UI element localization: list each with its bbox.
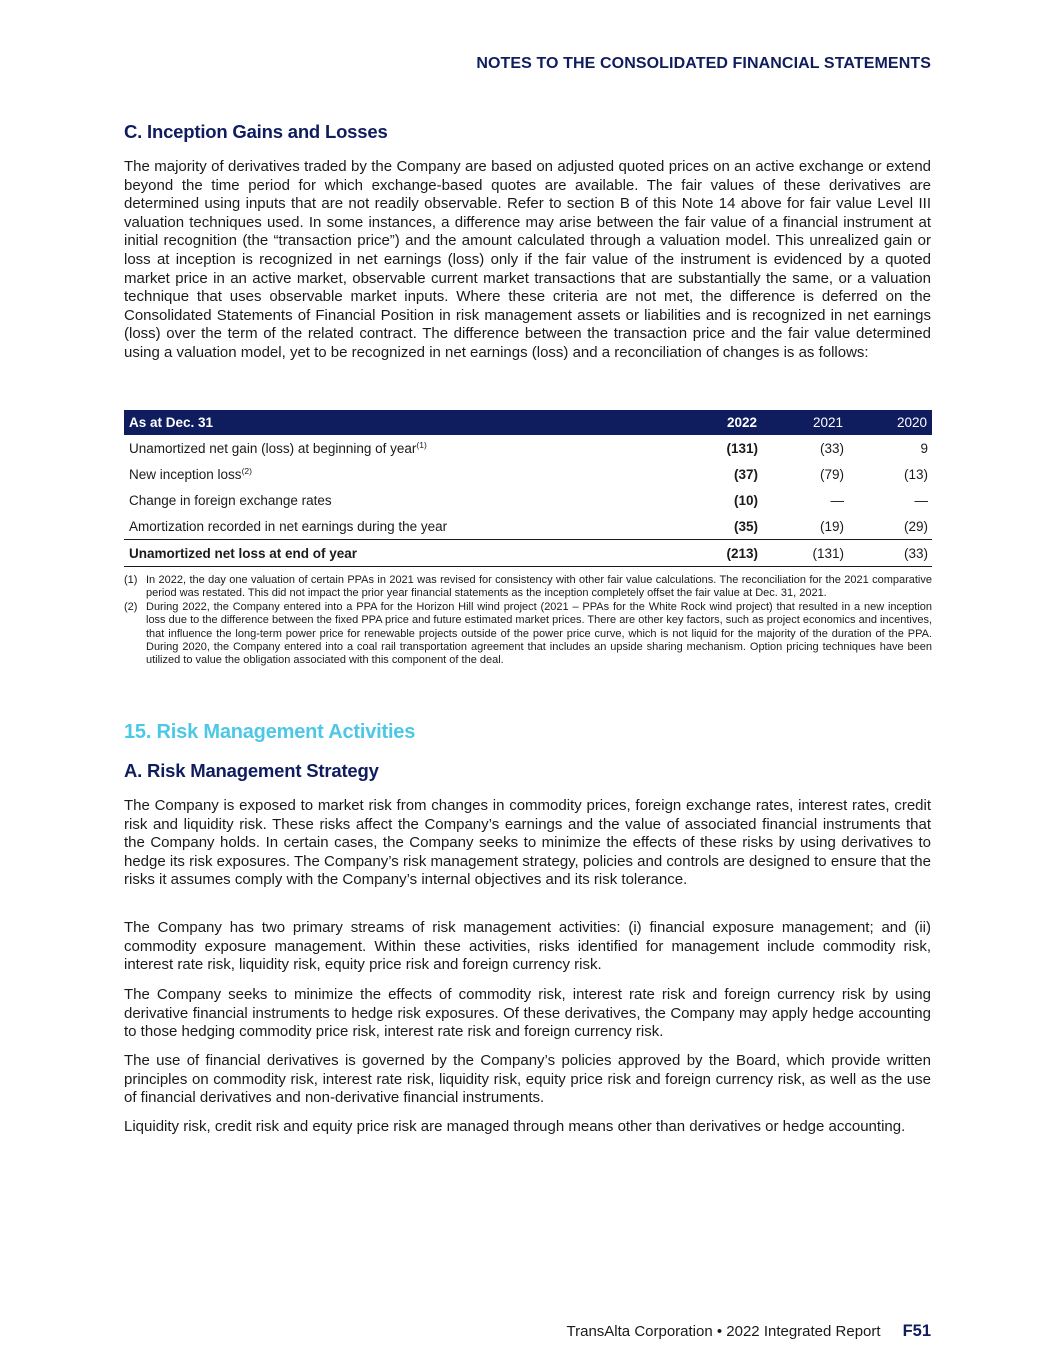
row-value-2021: (33): [819, 440, 844, 456]
table-row: [124, 487, 932, 513]
paragraph: Liquidity risk, credit risk and equity price risk are managed through means other than derivatives or hedge accounting.: [124, 1118, 906, 1135]
total-value-2020: (33): [848, 540, 932, 567]
table-header-2021: 2021: [762, 410, 848, 435]
table-row: [124, 513, 932, 540]
footnote-ref: (1): [416, 439, 427, 450]
footnote-text: In 2022, the day one valuation of certain PPAs in 2021 was revised for consistency with other fair value calculations. The reconciliation for the 2021 comparative period was restated. This did not impact the prior year financial statements as the inception completely offset the fair value at Dec. 31, 2021.: [146, 574, 932, 600]
total-value-2021: (131): [762, 540, 848, 567]
row-label: Change in foreign exchange rates: [129, 492, 332, 508]
row-label: Amortization recorded in net earnings during the year: [129, 518, 448, 534]
row-value-2022: (10): [733, 492, 758, 508]
paragraph: The Company seeks to minimize the effects of commodity risk, interest rate risk and foreign currency risk by using derivative financial instruments to hedge risk exposures. Of these derivatives, the Company may apply hedge accounting to those hedging commodity price risk, interest rate risk and foreign currency risk.: [124, 986, 931, 1041]
footnote-text: During 2022, the Company entered into a PPA for the Horizon Hill wind project (2021 – PPAs for the White Rock wind project) that resulted in a new inception loss due to the difference between the fixed PPA price and future estimated market prices. There are other key factors, such as project economics and incentives, that influence the long-term power price for renewable projects outside of the power price curve, which is not liquid for the majority of the duration of the PPA. During 2020, the Company entered into a coal rail transportation agreement that includes an upside sharing mechanism. Option pricing techniques have been utilized to value the obligation associated with this component of the deal.: [146, 600, 932, 667]
row-value-2022: (37): [733, 466, 758, 482]
table-footnotes: [124, 574, 932, 668]
paragraph: The use of financial derivatives is governed by the Company’s policies approved by the Board, which provide written principles on commodity risk, interest rate risk, liquidity risk, equity price risk and foreign currency risk, as well as the use of financial derivatives and non-derivative financial instruments.: [124, 1052, 931, 1107]
table-row: [124, 435, 932, 461]
row-value-2022: (35): [733, 518, 758, 534]
footer-report-name: TransAlta Corporation • 2022 Integrated Report: [566, 1323, 881, 1340]
row-label: New inception loss$^{(2)}$: [129, 465, 252, 482]
section-15a-heading: A. Risk Management Strategy: [124, 760, 379, 781]
table-total-row: [124, 540, 932, 567]
section-c-paragraph: The majority of derivatives traded by the Company are based on adjusted quoted prices on an active exchange or extend beyond the time period for which exchange-based quotes are available. The fair values of these derivatives are determined using inputs that are not readily observable. Refer to section B of this Note 14 above for fair value Level III valuation techniques used. In some instances, a difference may arise between the fair value of a financial instrument at initial recognition (the “transaction price”) and the amount calculated through a valuation model. This unrealized gain or loss at inception is recognized in net earnings (loss) only if the fair value of the instrument is evidenced by a quoted market price in an active market, observable current market transactions that are substantially the same, or a valuation technique that uses observable market inputs. Where these criteria are not met, the difference is deferred on the Consolidated Statements of Financial Position in risk management assets or liabilities and is recognized in net earnings (loss) over the term of the related contract. The difference between the transaction price and the fair value determined using a valuation model, yet to be recognized in net earnings (loss) and a reconciliation of changes is as follows:: [124, 158, 931, 361]
table-header-row: [124, 410, 932, 435]
table-header-2022: 2022: [714, 410, 762, 435]
table-row: [124, 461, 932, 487]
inception-gains-table: [124, 410, 932, 567]
section-15-heading: 15. Risk Management Activities: [124, 721, 416, 743]
paragraph: The Company has two primary streams of risk management activities: (i) financial exposure management; and (ii) commodity exposure management. Within these activities, risks identified for management include commodity risk, interest rate risk, liquidity risk, equity price risk and foreign currency risk.: [124, 919, 931, 974]
total-label: Unamortized net loss at end of year: [124, 540, 714, 567]
row-value-2020: 9: [920, 440, 928, 456]
row-label: Unamortized net gain (loss) at beginning of year$^{(1)}$: [129, 439, 427, 456]
footnote-2: [124, 601, 932, 668]
footnote-ref: (2): [241, 465, 252, 476]
footnote-marker: (1): [124, 574, 138, 586]
page-footer: [124, 1322, 931, 1341]
total-value-2022: (213): [714, 540, 762, 567]
footnote-marker: (2): [124, 600, 138, 613]
table-header-2020: 2020: [848, 410, 932, 435]
section-c-heading: C. Inception Gains and Losses: [124, 121, 388, 142]
row-value-2021: (19): [819, 518, 844, 534]
row-value-2021: —: [830, 492, 844, 508]
row-value-2020: —: [914, 492, 928, 508]
running-header: NOTES TO THE CONSOLIDATED FINANCIAL STATEMENTS: [476, 55, 931, 72]
row-value-2020: (29): [903, 518, 928, 534]
paragraph: The Company is exposed to market risk from changes in commodity prices, foreign exchange rates, interest rates, credit risk and liquidity risk. These risks affect the Company’s earnings and the value of associated financial instruments that the Company holds. In certain cases, the Company seeks to minimize the effects of these risks by using derivatives to hedge its risk exposures. The Company’s risk management strategy, policies and controls are designed to ensure that the risks it assumes comply with the Company’s internal objectives and its risk tolerance.: [124, 797, 931, 889]
row-value-2020: (13): [903, 466, 928, 482]
row-value-2021: (79): [819, 466, 844, 482]
table-header-label: As at Dec. 31: [124, 410, 714, 435]
row-value-2022: (131): [726, 440, 758, 456]
footnote-1: [124, 574, 932, 601]
page-number: F51: [902, 1322, 931, 1340]
